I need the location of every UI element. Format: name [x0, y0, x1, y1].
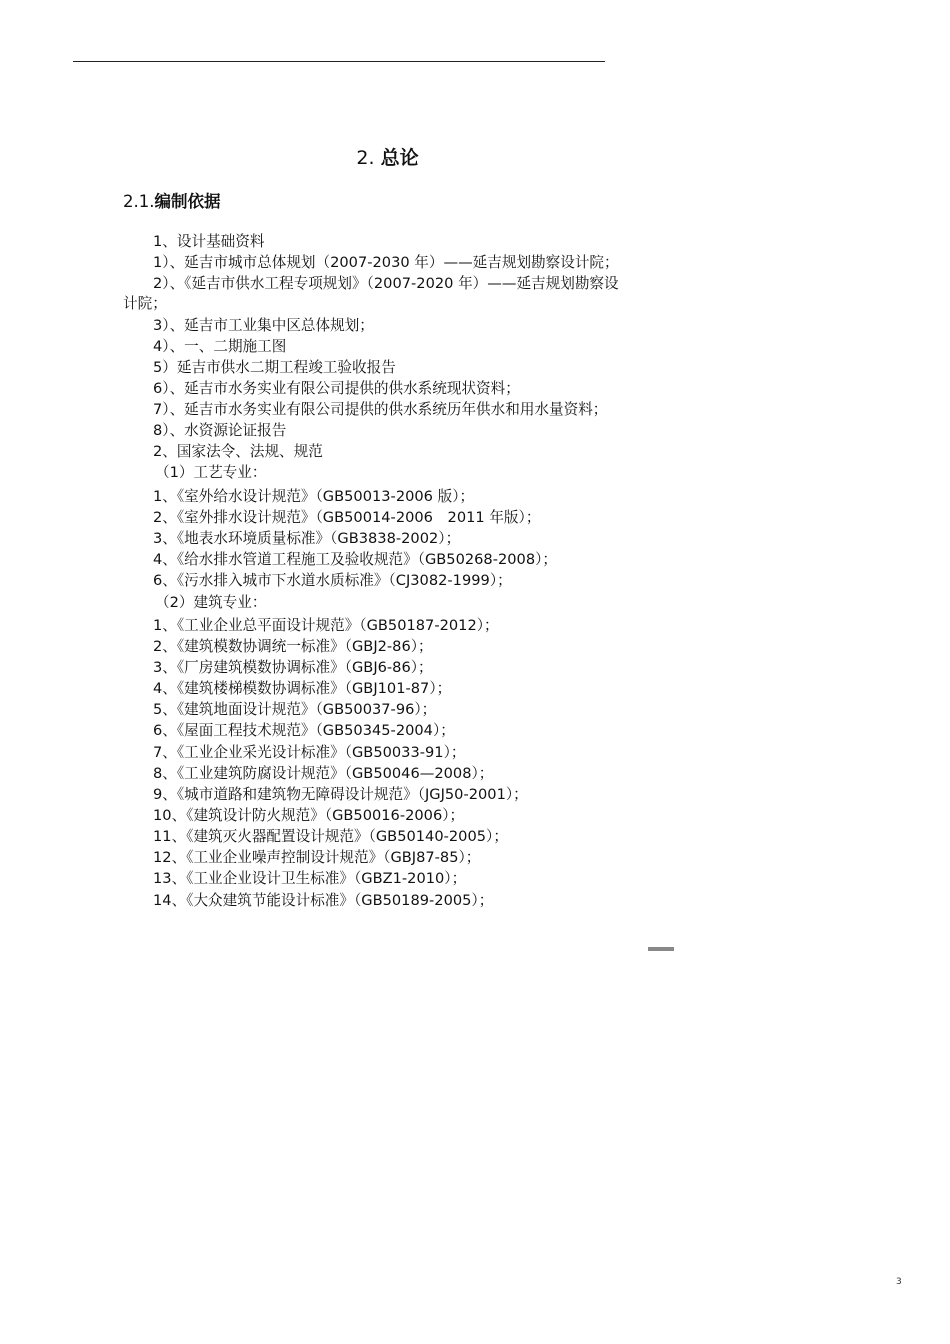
chapter-title [0, 145, 775, 171]
section-title-text: 编制依据 [154, 192, 221, 211]
text-line: 9、《城市道路和建筑物无障碍设计规范》（JGJ50-2001）； [153, 786, 528, 803]
text-line: 6、《屋面工程技术规范》（GB50345-2004）； [153, 722, 455, 739]
text-line: 8）、水资源论证报告 [153, 422, 287, 439]
text-line: （1）工艺专业： [155, 464, 267, 481]
text-line: 1）、延吉市城市总体规划（2007-2030 年）——延吉规划勘察设计院； [153, 254, 619, 271]
text-line: 5）延吉市供水二期工程竣工验收报告 [153, 359, 396, 376]
text-line: 1、设计基础资料 [153, 233, 265, 250]
section-number: 2.1. [123, 192, 155, 211]
text-line: 2、国家法令、法规、规范 [153, 443, 323, 460]
text-line: 13、《工业企业设计卫生标准》（GBZ1-2010）； [153, 870, 467, 887]
text-line: 1、《室外给水设计规范》（GB50013-2006 版）； [153, 488, 475, 505]
text-line: 4、《给水排水管道工程施工及验收规范》（GB50268-2008）； [153, 551, 558, 568]
header-rule [73, 61, 605, 62]
text-line: 1、《工业企业总平面设计规范》（GB50187-2012）； [153, 617, 499, 634]
text-line: 5、《建筑地面设计规范》（GB50037-96）； [153, 701, 437, 718]
text-line: （2）建筑专业： [155, 594, 267, 611]
text-line: 7）、延吉市水务实业有限公司提供的供水系统历年供水和用水量资料； [153, 401, 608, 418]
text-line: 计院； [123, 295, 167, 312]
text-line: 4）、一、二期施工图 [153, 338, 287, 355]
page-mark [648, 947, 674, 951]
text-line: 2）、《延吉市供水工程专项规划》（2007-2020 年）——延吉规划勘察设 [153, 275, 619, 292]
text-line: 4、《建筑楼梯模数协调标准》（GBJ101-87）； [153, 680, 452, 697]
text-line: 3）、延吉市工业集中区总体规划； [153, 317, 374, 334]
text-line: 11、《建筑灭火器配置设计规范》（GB50140-2005）； [153, 828, 508, 845]
text-line: 14、《大众建筑节能设计标准》（GB50189-2005）； [153, 892, 494, 909]
text-line: 6、《污水排入城市下水道水质标准》（CJ3082-1999）； [153, 572, 512, 589]
text-line: 3、《厂房建筑模数协调标准》（GBJ6-86）； [153, 659, 433, 676]
text-line: 6）、延吉市水务实业有限公司提供的供水系统现状资料； [153, 380, 520, 397]
text-line: 8、《工业建筑防腐设计规范》（GB50046—2008）； [153, 765, 494, 782]
page-number: 3 [896, 1277, 902, 1287]
text-line: 3、《地表水环境质量标准》（GB3838-2002）； [153, 530, 461, 547]
text-line: 12、《工业企业噪声控制设计规范》（GBJ87-85）； [153, 849, 481, 866]
text-line: 2、《室外排水设计规范》（GB50014-2006 2011 年版）； [153, 509, 541, 526]
text-line: 10、《建筑设计防火规范》（GB50016-2006）； [153, 807, 465, 824]
text-line: 7、《工业企业采光设计标准》（GB50033-91）； [153, 744, 466, 761]
text-line: 2、《建筑模数协调统一标准》（GBJ2-86）； [153, 638, 433, 655]
section-title [123, 190, 221, 214]
chapter-title-text: 总论 [380, 147, 419, 169]
chapter-number: 2. [356, 147, 375, 169]
